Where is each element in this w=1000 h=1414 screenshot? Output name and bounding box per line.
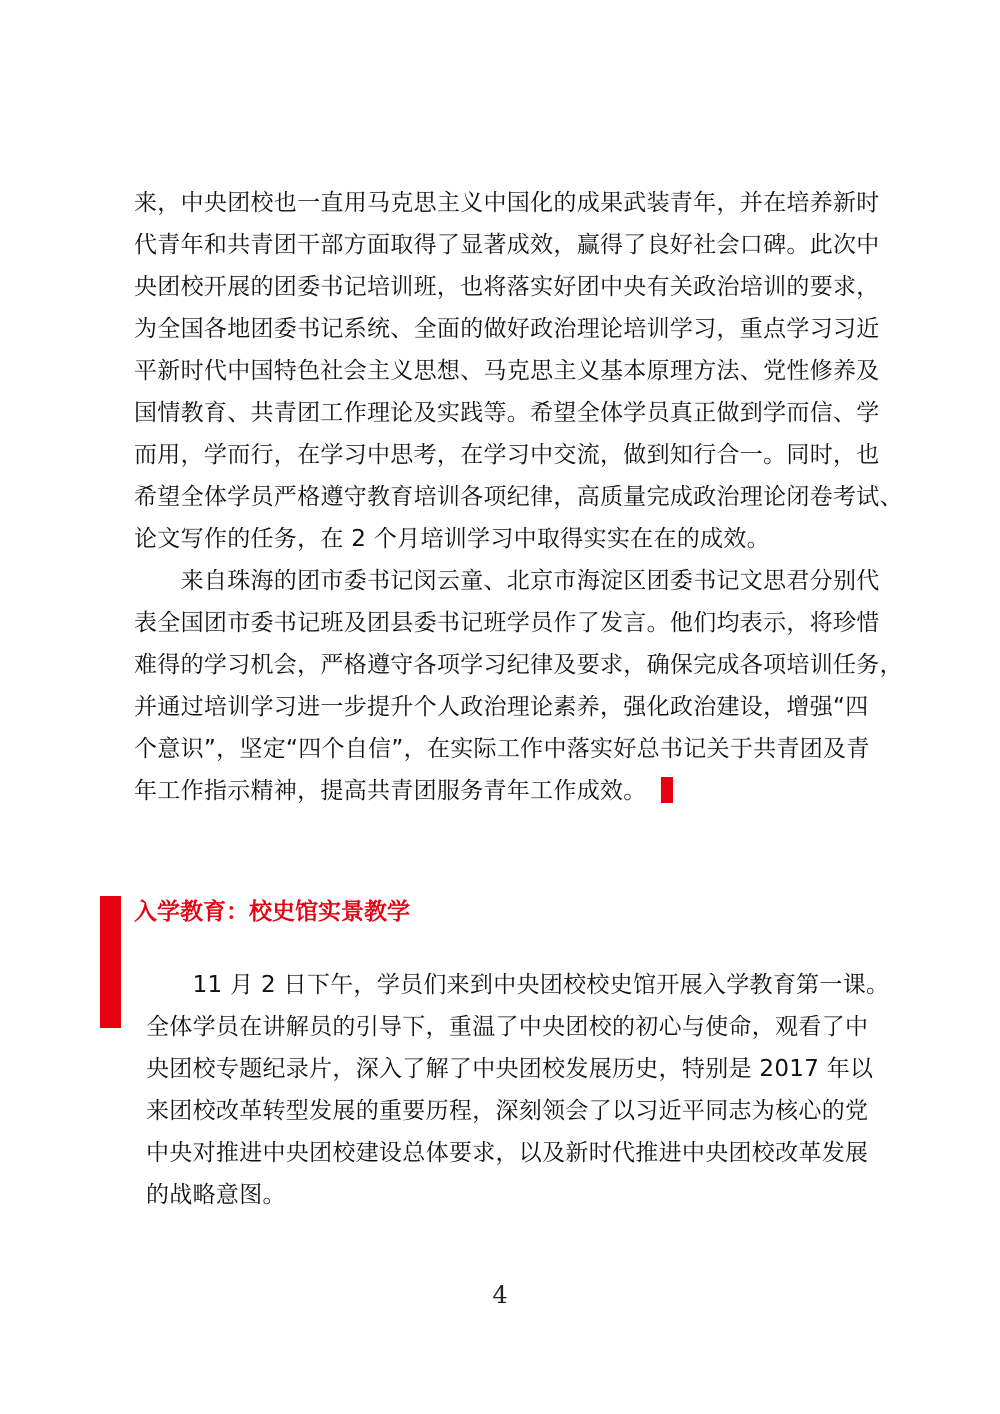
end-of-article-mark (661, 777, 673, 803)
paragraph-line: 中央对推进中央团校建设总体要求，以及新时代推进中央团校改革发展 (146, 1140, 869, 1166)
paragraph-line: 代青年和共青团干部方面取得了显著成效，赢得了良好社会口碑。此次中 (134, 232, 880, 258)
paragraph-line: 并通过培训学习进一步提升个人政治理论素养，强化政治建设，增强“四 (134, 694, 869, 720)
paragraph-line: 平新时代中国特色社会主义思想、马克思主义基本原理方法、党性修养及 (134, 358, 880, 384)
paragraph-line: 为全国各地团委书记系统、全面的做好政治理论培训学习，重点学习习近 (134, 316, 880, 342)
paragraph-line: 来自珠海的团市委书记闵云童、北京市海淀区团委书记文思君分别代 (134, 568, 880, 594)
paragraph-line: 希望全体学员严格遵守教育培训各项纪律，高质量完成政治理论闭卷考试、 (134, 484, 903, 510)
paragraph-line: 来，中央团校也一直用马克思主义中国化的成果武装青年，并在培养新时 (134, 190, 880, 216)
section-body (146, 964, 906, 1216)
paragraph-line: 来团校改革转型发展的重要历程，深刻领会了以习近平同志为核心的党 (146, 1098, 869, 1124)
paragraph-line: 央团校专题纪录片，深入了解了中央团校发展历史，特别是 2017 年以 (146, 1056, 874, 1082)
paragraph-line: 而用，学而行，在学习中思考，在学习中交流，做到知行合一。同时，也 (134, 442, 880, 468)
page-number: 4 (492, 1281, 508, 1309)
paragraph-line: 个意识”，坚定“四个自信”，在实际工作中落实好总书记关于共青团及青 (134, 736, 870, 762)
paragraph-line: 难得的学习机会，严格遵守各项学习纪律及要求，确保完成各项培训任务， (134, 652, 903, 678)
paragraph-line: 表全国团市委书记班及团县委书记班学员作了发言。他们均表示，将珍惜 (134, 610, 880, 636)
paragraph-line-text: 年工作指示精神，提高共青团服务青年工作成效。 (134, 778, 647, 804)
paragraph-line: 全体学员在讲解员的引导下，重温了中央团校的初心与使命，观看了中 (146, 1014, 869, 1040)
paragraph-line: 论文写作的任务，在 2 个月培训学习中取得实实在在的成效。 (134, 526, 770, 552)
paragraph-line: 国情教育、共青团工作理论及实践等。希望全体学员真正做到学而信、学 (134, 400, 880, 426)
article-body (134, 182, 903, 812)
section-accent-bar (100, 896, 121, 1028)
paragraph-line: 11 月 2 日下午，学员们来到中央团校校史馆开展入学教育第一课。 (146, 972, 890, 998)
paragraph-line: 央团校开展的团委书记培训班，也将落实好团中央有关政治培训的要求， (134, 274, 880, 300)
paragraph-last-line (134, 770, 894, 812)
paragraph-line: 的战略意图。 (146, 1182, 286, 1208)
section-heading: 入学教育：校史馆实景教学 (134, 899, 410, 925)
